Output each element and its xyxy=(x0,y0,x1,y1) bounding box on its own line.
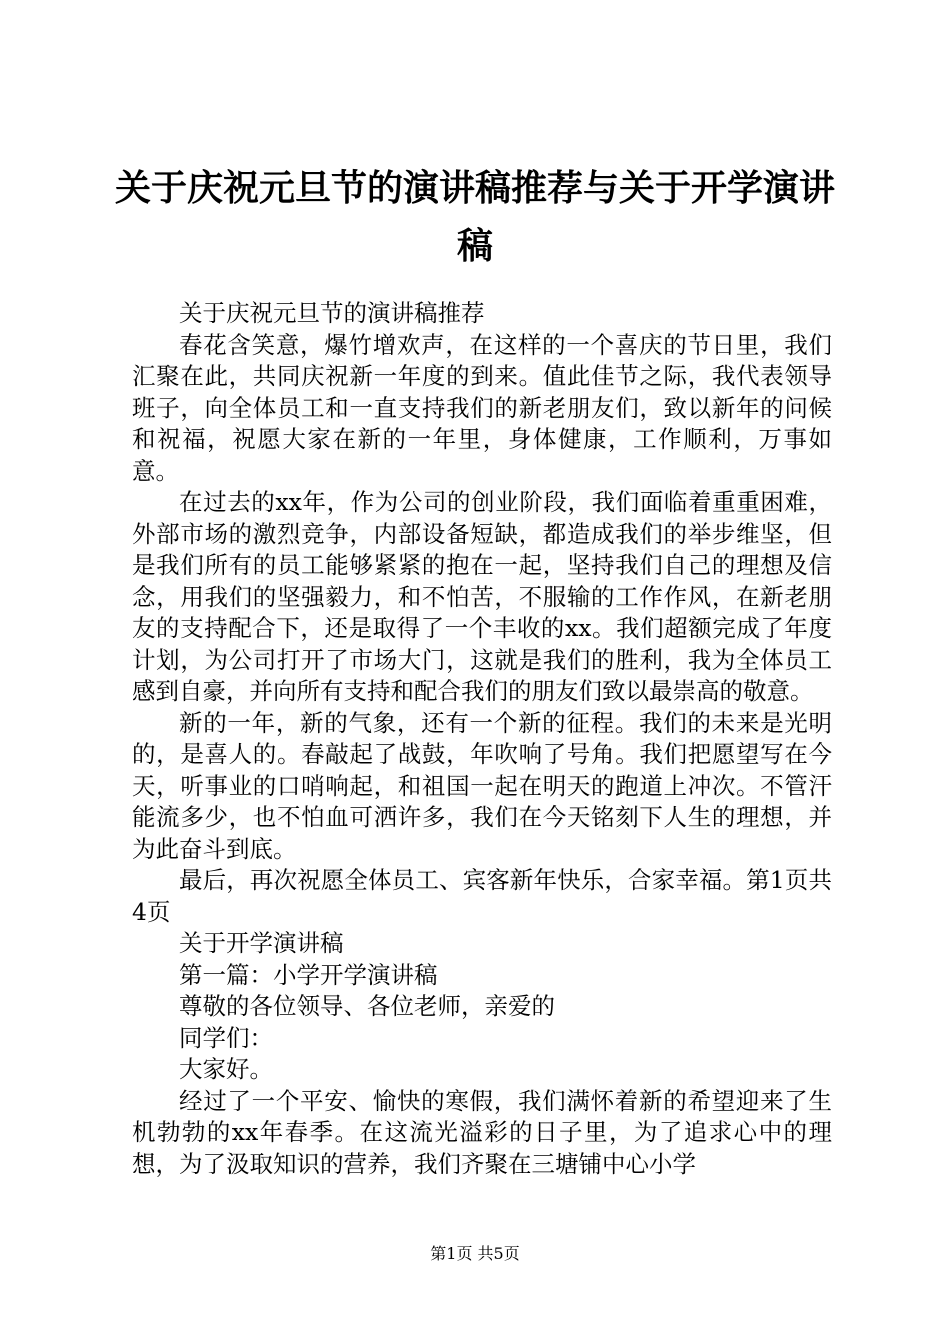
paragraph: 尊敬的各位领导、各位老师，亲爱的 xyxy=(179,992,555,1020)
paragraph: 同学们： xyxy=(179,1023,273,1052)
paragraph: 关于庆祝元旦节的演讲稿推荐 xyxy=(179,299,485,327)
page-footer: 第1页 共5页 xyxy=(430,1244,520,1263)
paragraph: 春花含笑意，爆竹增欢声，在这样的一个喜庆的节日里，我们汇聚在此，共同庆祝新一年度的到来。值此佳节之际，我代表领导班子，向全体员工和一直支持我们的新老朋友们，致以新年的问候和祝福，祝愿大家在新的一年里，身体健康，工作顺利，万事如意。 xyxy=(132,330,832,485)
paragraph: 经过了一个平安、愉快的寒假，我们满怀着新的希望迎来了生机勃勃的xx年春季。在这流光溢彩的日子里，为了追求心中的理想，为了汲取知识的营养，我们齐聚在三塘铺中心小学 xyxy=(132,1086,832,1178)
document-title: 关于庆祝元旦节的演讲稿推荐与关于开学演讲稿 xyxy=(114,168,835,267)
paragraph: 在过去的xx年，作为公司的创业阶段，我们面临着重重困难，外部市场的激烈竞争，内部设备短缺，都造成我们的举步维坚，但是我们所有的员工能够紧紧的抱在一起，坚持我们自己的理想及信念，用我们的坚强毅力，和不怕苦，不服输的工作作风，在新老朋友的支持配合下，还是取得了一个丰收的xx。我们超额完成了年度计划，为公司打开了市场大门，这就是我们的胜利，我为全体员工感到自豪，并向所有支持和配合我们的朋友们致以最崇高的敬意。 xyxy=(132,488,832,705)
paragraph: 新的一年，新的气象，还有一个新的征程。我们的未来是光明的，是喜人的。春敲起了战鼓，年吹响了号角。我们把愿望写在今天，听事业的口哨响起，和祖国一起在明天的跑道上冲次。不管汗能流多少，也不怕血可洒许多，我们在今天铭刻下人生的理想，并为此奋斗到底。 xyxy=(132,708,832,863)
paragraph: 大家好。 xyxy=(179,1055,273,1083)
paragraph: 关于开学演讲稿 xyxy=(179,929,344,957)
paragraph: 最后，再次祝愿全体员工、宾客新年快乐，合家幸福。第1页共4页 xyxy=(132,866,832,926)
document-body xyxy=(132,298,832,1180)
paragraph: 第一篇：小学开学演讲稿 xyxy=(179,960,438,989)
